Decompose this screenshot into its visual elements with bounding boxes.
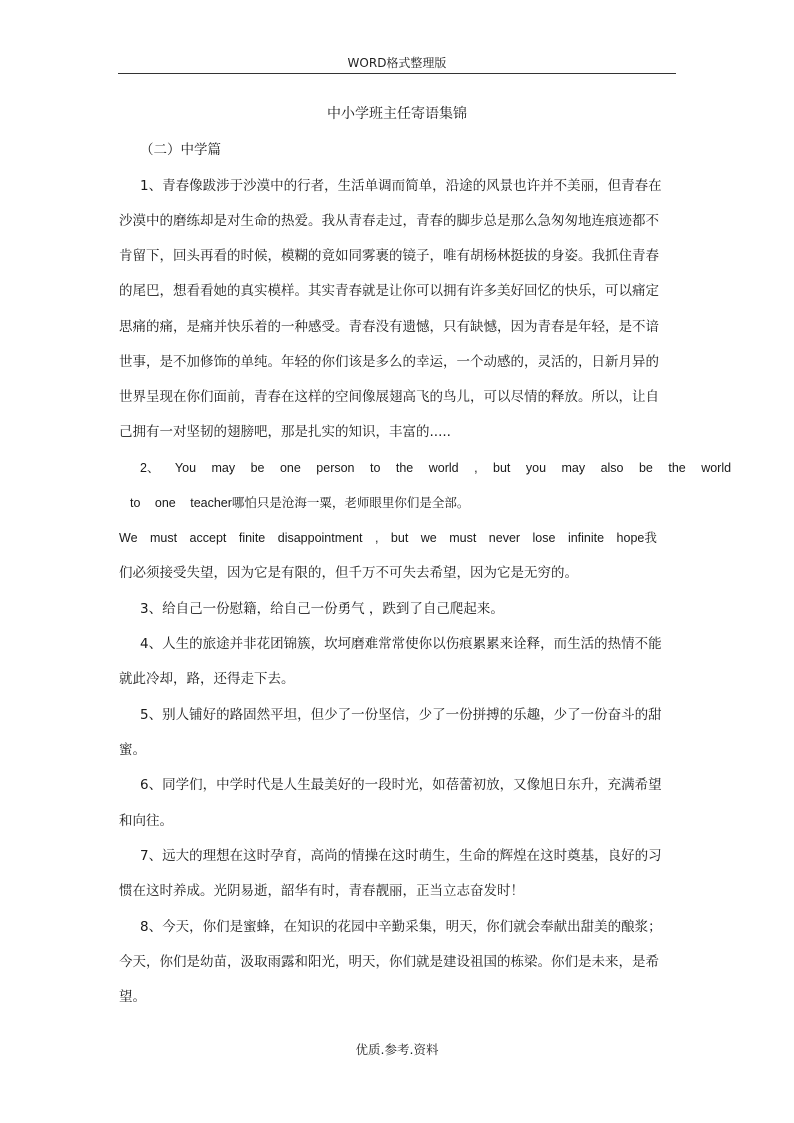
header-rule bbox=[118, 73, 676, 74]
body-line: to one teacher哪怕只是沧海一粟，老师眼里你们是全部。 bbox=[130, 496, 470, 510]
body-line: 4、人生的旅途并非花团锦簇，坎坷磨难常常使你以伤痕累累来诠释，而生活的热情不能 bbox=[140, 636, 662, 652]
document-title: 中小学班主任寄语集锦 bbox=[327, 106, 467, 122]
body-line: 今天，你们是幼苗，汲取雨露和阳光，明天，你们就是建设祖国的栋梁。你们是未来，是希 bbox=[119, 954, 659, 970]
body-line: 世事，是不加修饰的单纯。年轻的你们该是多么的幸运，一个动感的，灵活的，日新月异的 bbox=[119, 354, 659, 370]
body-line: 们必须接受失望，因为它是有限的，但千万不可失去希望，因为它是无穷的。 bbox=[119, 565, 578, 581]
body-line: 8、今天，你们是蜜蜂，在知识的花园中辛勤采集，明天，你们就会奉献出甜美的酿浆； bbox=[140, 919, 662, 935]
body-line: 世界呈现在你们面前，青春在这样的空间像展翅高飞的鸟儿，可以尽情的释放。所以，让自 bbox=[119, 389, 659, 405]
body-line: 思痛的痛，是痛并快乐着的一种感受。青春没有遗憾，只有缺憾，因为青春是年轻，是不谙 bbox=[119, 319, 659, 335]
body-line: 望。 bbox=[119, 989, 146, 1005]
body-line: 7、远大的理想在这时孕育，高尚的情操在这时萌生，生命的辉煌在这时奠基，良好的习 bbox=[140, 848, 662, 864]
body-line: 蜜。 bbox=[119, 742, 146, 758]
body-line: 的尾巴，想看看她的真实模样。其实青春就是让你可以拥有许多美好回忆的快乐，可以痛定 bbox=[119, 283, 659, 299]
body-line: 3、给自己一份慰籍，给自己一份勇气 ，跌到了自己爬起来。 bbox=[140, 601, 504, 617]
body-line: 己拥有一对坚韧的翅膀吧，那是扎实的知识，丰富的..... bbox=[119, 424, 451, 440]
body-line: 5、别人铺好的路固然平坦，但少了一份坚信，少了一份拼搏的乐趣，少了一份奋斗的甜 bbox=[140, 707, 662, 723]
body-line: 肯留下，回头再看的时候，模糊的竟如同雾裹的镜子，唯有胡杨林挺拔的身姿。我抓住青春 bbox=[119, 248, 659, 264]
body-line: 6、同学们，中学时代是人生最美好的一段时光，如蓓蕾初放，又像旭日东升，充满希望 bbox=[140, 777, 662, 793]
section-heading: （二）中学篇 bbox=[140, 142, 221, 158]
body-line: 惯在这时养成。光阴易逝，韶华有时，青春靓丽，正当立志奋发时！ bbox=[119, 883, 524, 899]
body-line: 2、 You may be one person to the world , but you may also be the world bbox=[140, 461, 732, 475]
page-header: WORD格式整理版 bbox=[347, 56, 447, 70]
body-line: 沙漠中的磨练却是对生命的热爱。我从青春走过，青春的脚步总是那么急匆匆地连痕迹都不 bbox=[119, 213, 659, 229]
body-line: 就此冷却，路，还得走下去。 bbox=[119, 671, 295, 687]
body-line: 和向往。 bbox=[119, 813, 173, 829]
body-line: We must accept finite disappointment , but we must never lose infinite hope我 bbox=[119, 531, 657, 545]
page-footer: 优质.参考.资料 bbox=[355, 1042, 439, 1057]
body-line: 1、青春像跋涉于沙漠中的行者，生活单调而简单，沿途的风景也许并不美丽，但青春在 bbox=[140, 178, 662, 194]
